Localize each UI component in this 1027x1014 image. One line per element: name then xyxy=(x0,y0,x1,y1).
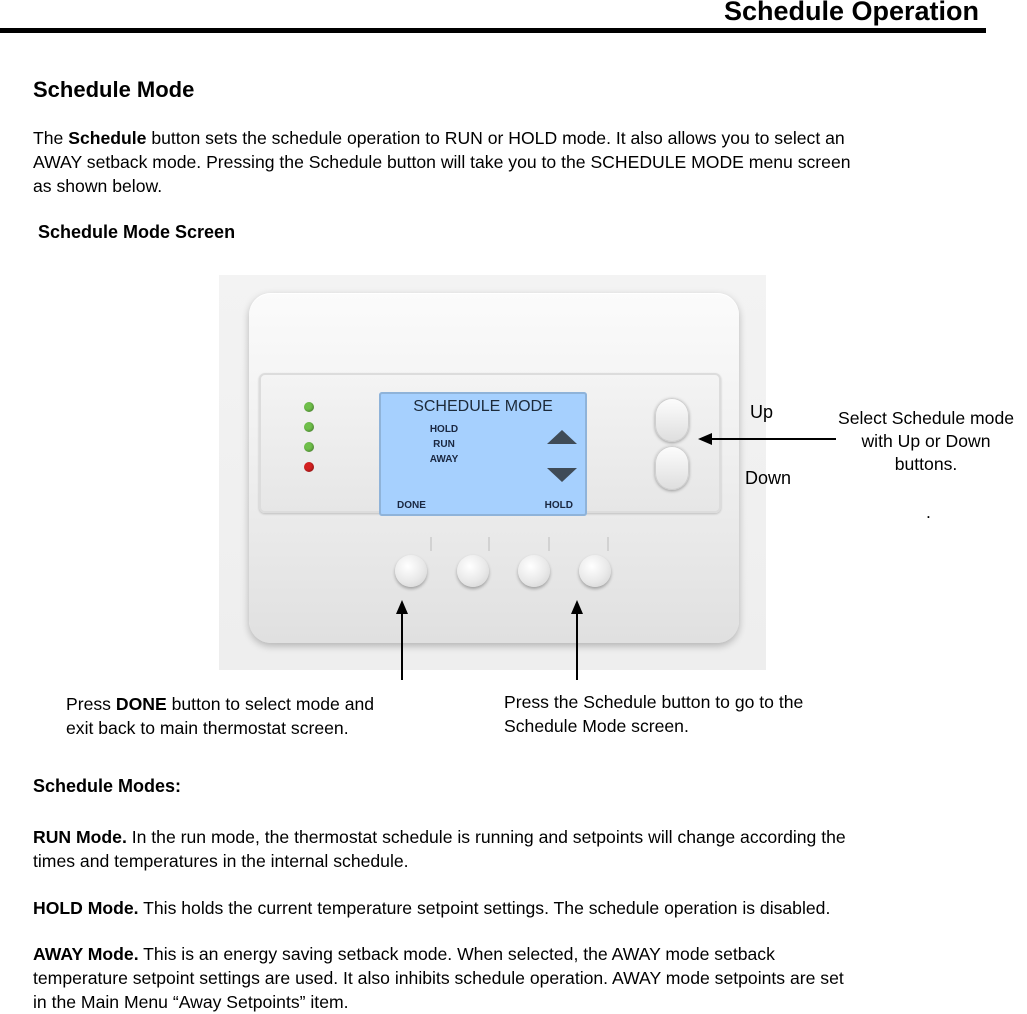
up-button[interactable] xyxy=(655,398,689,442)
callout-schedule-line-2: Schedule Mode screen. xyxy=(504,716,689,736)
button-tick xyxy=(548,537,550,551)
callout-select-line-1: Select Schedule mode xyxy=(837,408,1015,428)
lcd-mode-hold: HOLD xyxy=(429,424,459,435)
lcd-hold-softkey: HOLD xyxy=(544,500,573,511)
soft-button-3[interactable] xyxy=(518,555,550,587)
away-mode-line-1: AWAY Mode. This is an energy saving setback mode. When selected, the AWAY mode setback xyxy=(33,944,775,964)
figure-caption: Schedule Mode Screen xyxy=(38,222,236,242)
down-button[interactable] xyxy=(655,446,689,490)
callout-schedule-line-1: Press the Schedule button to go to the xyxy=(504,692,804,712)
header-rule xyxy=(0,28,986,33)
callout-done xyxy=(66,692,466,740)
lcd-screen xyxy=(379,392,587,516)
run-mode-paragraph xyxy=(33,825,1013,873)
intro-paragraph xyxy=(33,126,1013,198)
button-tick xyxy=(607,537,609,551)
lcd-up-arrow-icon xyxy=(547,430,577,444)
callout-select-line-2: with Up or Down xyxy=(861,431,991,451)
lcd-up-down-arrows-icon xyxy=(545,428,579,484)
run-mode-line-1: RUN Mode. In the run mode, the thermostat schedule is running and setpoints will change according the xyxy=(33,827,846,847)
lcd-down-arrow-icon xyxy=(547,468,577,482)
label-up: Up xyxy=(750,402,774,422)
led-green-2 xyxy=(304,422,314,432)
away-mode-line-3: in the Main Menu “Away Setpoints” item. xyxy=(33,992,349,1012)
away-mode-line-2: temperature setpoint settings are used. It also inhibits schedule operation. AWAY mode setpoints are set xyxy=(33,968,844,988)
lcd-mode-away: AWAY xyxy=(429,454,459,465)
led-green-3 xyxy=(304,442,314,452)
arrow-to-schedule-button-icon xyxy=(569,600,585,680)
callout-done-line-1: Press DONE button to select mode and xyxy=(66,694,375,714)
led-green-1 xyxy=(304,402,314,412)
callout-schedule xyxy=(504,690,904,738)
modes-section-title: Schedule Modes: xyxy=(33,776,182,796)
callout-select-mode xyxy=(820,407,1027,476)
page-header-title: Schedule Operation xyxy=(723,0,979,26)
done-button[interactable] xyxy=(395,555,427,587)
schedule-button[interactable] xyxy=(579,555,611,587)
button-tick xyxy=(430,537,432,551)
away-mode-paragraph xyxy=(33,942,1018,1014)
callout-select-line-3: buttons. xyxy=(894,454,958,474)
label-down: Down xyxy=(745,468,792,488)
button-tick xyxy=(488,537,490,551)
thermostat-photo xyxy=(219,275,766,670)
hold-mode-paragraph xyxy=(33,896,1013,920)
intro-line-2: AWAY setback mode. Pressing the Schedule button will take you to the SCHEDULE MODE menu screen xyxy=(33,152,851,172)
callout-dot: . xyxy=(926,502,931,522)
led-red xyxy=(304,462,314,472)
intro-line-3: as shown below. xyxy=(33,176,163,196)
lcd-done-softkey: DONE xyxy=(397,500,426,511)
thermostat-bezel xyxy=(259,373,721,513)
arrow-to-done-button-icon xyxy=(394,600,410,680)
callout-done-line-2: exit back to main thermostat screen. xyxy=(66,718,349,738)
thermostat-body xyxy=(249,293,739,643)
hold-mode-line-1: HOLD Mode. This holds the current temperature setpoint settings. The schedule operation is disabled. xyxy=(33,898,831,918)
lcd-title: SCHEDULE MODE xyxy=(413,398,553,415)
section-title: Schedule Mode xyxy=(33,77,195,102)
arrow-to-updown-icon xyxy=(698,431,838,447)
run-mode-line-2: times and temperatures in the internal schedule. xyxy=(33,851,409,871)
intro-line-1: The Schedule button sets the schedule operation to RUN or HOLD mode. It also allows you to select an xyxy=(33,128,845,148)
soft-button-2[interactable] xyxy=(457,555,489,587)
lcd-mode-run: RUN xyxy=(433,439,455,450)
